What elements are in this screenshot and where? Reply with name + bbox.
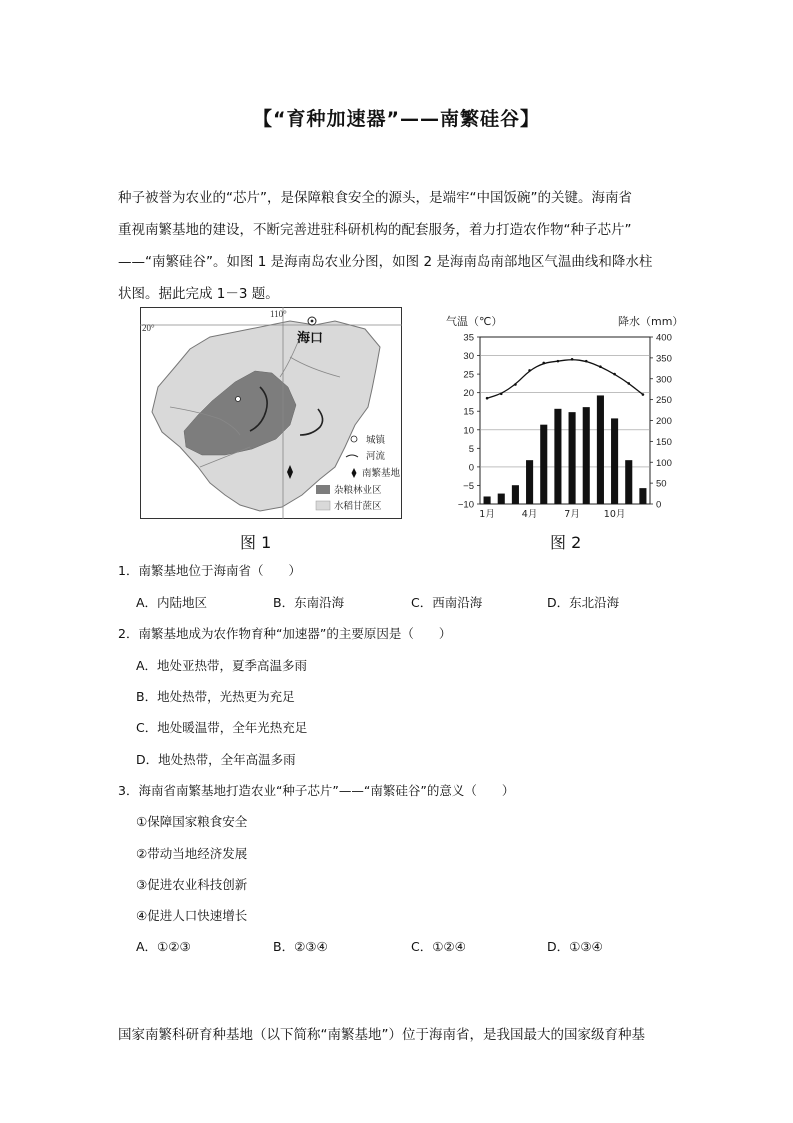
question-3-stem: 3．海南省南繁基地打造农业“种子芯片”——“南繁硅谷”的意义（ ） [118,783,515,798]
left-tick-label: 30 [463,351,474,363]
question-1-option: D．东北沿海 [547,595,620,610]
right-tick-label: 300 [656,374,672,386]
temperature-point [642,393,645,396]
temperature-point [571,358,574,361]
left-tick-label: 15 [463,406,474,418]
x-tick-label: 1月 [479,509,495,520]
town-icon [236,397,241,402]
figure1-caption: 图 1 [240,533,272,552]
precipitation-bar [512,485,519,504]
left-tick-label: 10 [463,425,474,437]
temperature-point [528,369,531,372]
grain-forest-swatch [316,485,330,494]
lon-label: 110° [270,309,287,319]
lat-label: 20° [142,323,155,333]
temperature-point [613,373,616,376]
climate-chart [440,307,690,522]
question-1-option: B．东南沿海 [273,595,345,610]
precipitation-bar [498,494,505,504]
intro-line: 种子被誉为农业的“芯片”，是保障粮食安全的源头，是端牢“中国饭碗”的关键。海南省 [118,190,632,206]
legend-label: 河流 [366,451,386,462]
precipitation-bar [583,407,590,504]
town-icon [351,436,357,442]
x-tick-label: 4月 [521,509,538,520]
temperature-point [542,362,545,365]
left-tick-label: 5 [468,443,474,455]
question-3-option: B．②③④ [273,939,328,954]
intro-paragraph [118,182,678,310]
temperature-point [627,382,630,385]
question-3-option: C．①②④ [411,939,466,954]
right-tick-label: 0 [656,499,662,511]
question-1-option: C．西南沿海 [411,595,483,610]
left-tick-label: 0 [468,462,474,474]
left-tick-label: 25 [463,369,474,381]
left-tick-label: −5 [463,480,474,492]
legend-label: 城镇 [366,435,386,446]
temperature-point [557,360,560,363]
question-2-option: A．地处亚热带，夏季高温多雨 [136,658,308,673]
right-tick-label: 100 [656,457,672,469]
intro-line: 重视南繁基地的建设，不断完善进驻科研机构的配套服务，着力打造农作物“种子芯片” [118,222,632,238]
legend-label: 杂粮林业区 [334,485,382,496]
city-label-haikou: 海口 [297,331,324,346]
right-tick-label: 250 [656,395,672,407]
right-axis-label: 降水（mm） [618,315,684,328]
right-tick-label: 350 [656,353,672,365]
precipitation-bar [484,496,491,504]
intro-line: ——“南繁硅谷”。如图 1 是海南岛农业分图，如图 2 是海南岛南部地区气温曲线和降水柱 [118,254,653,270]
x-tick-label: 10月 [603,509,626,520]
intro-line: 状图。据此完成 1－3 题。 [118,286,279,302]
precipitation-bar [597,395,604,504]
plot-frame [480,337,650,504]
question-2-option: D．地处热带，全年高温多雨 [136,752,296,767]
left-tick-label: 35 [463,332,474,344]
right-tick-label: 50 [656,478,667,490]
temperature-point [599,365,602,368]
question-3-item: ④促进人口快速增长 [136,908,248,923]
right-tick-label: 400 [656,332,672,344]
temperature-point [500,392,503,395]
question-3-item: ①保障国家粮食安全 [136,814,248,829]
temperature-point [514,383,517,386]
temperature-point [585,360,588,363]
legend-label: 南繁基地 [362,468,401,479]
precipitation-bar [554,409,561,504]
left-tick-label: −10 [457,499,474,511]
left-tick-label: 20 [463,388,474,400]
question-3-option: A．①②③ [136,939,191,954]
precipitation-bar [569,412,576,504]
question-3-item: ②带动当地经济发展 [136,846,248,861]
question-1-stem: 1．南繁基地位于海南省（ ） [118,563,301,578]
question-1-option: A．内陆地区 [136,595,208,610]
question-2-option: B．地处热带，光热更为充足 [136,689,295,704]
right-tick-label: 150 [656,436,672,448]
right-tick-label: 200 [656,416,672,427]
hainan-agriculture-map [140,307,402,519]
page-title: 【“育种加速器”——南繁硅谷】 [253,108,540,130]
question-3-option: D．①③④ [547,939,603,954]
precipitation-bar [611,418,618,504]
next-paragraph: 国家南繁科研育种基地（以下简称“南繁基地”）位于海南省，是我国最大的国家级育种基 [118,1027,645,1043]
question-3-item: ③促进农业科技创新 [136,877,248,892]
precipitation-bar [526,460,533,504]
question-2-stem: 2．南繁基地成为农作物育种“加速器”的主要原因是（ ） [118,626,452,641]
legend-label: 水稻甘蔗区 [334,501,382,512]
temperature-point [486,397,489,400]
precipitation-bar [639,488,646,504]
question-2-option: C．地处暖温带，全年光热充足 [136,720,308,735]
left-axis-label: 气温（℃） [446,315,503,328]
x-tick-label: 7月 [564,509,580,520]
figure2-caption: 图 2 [550,533,582,552]
rice-sugar-swatch [316,501,330,510]
precipitation-bar [540,425,547,504]
precipitation-bar [625,460,632,504]
